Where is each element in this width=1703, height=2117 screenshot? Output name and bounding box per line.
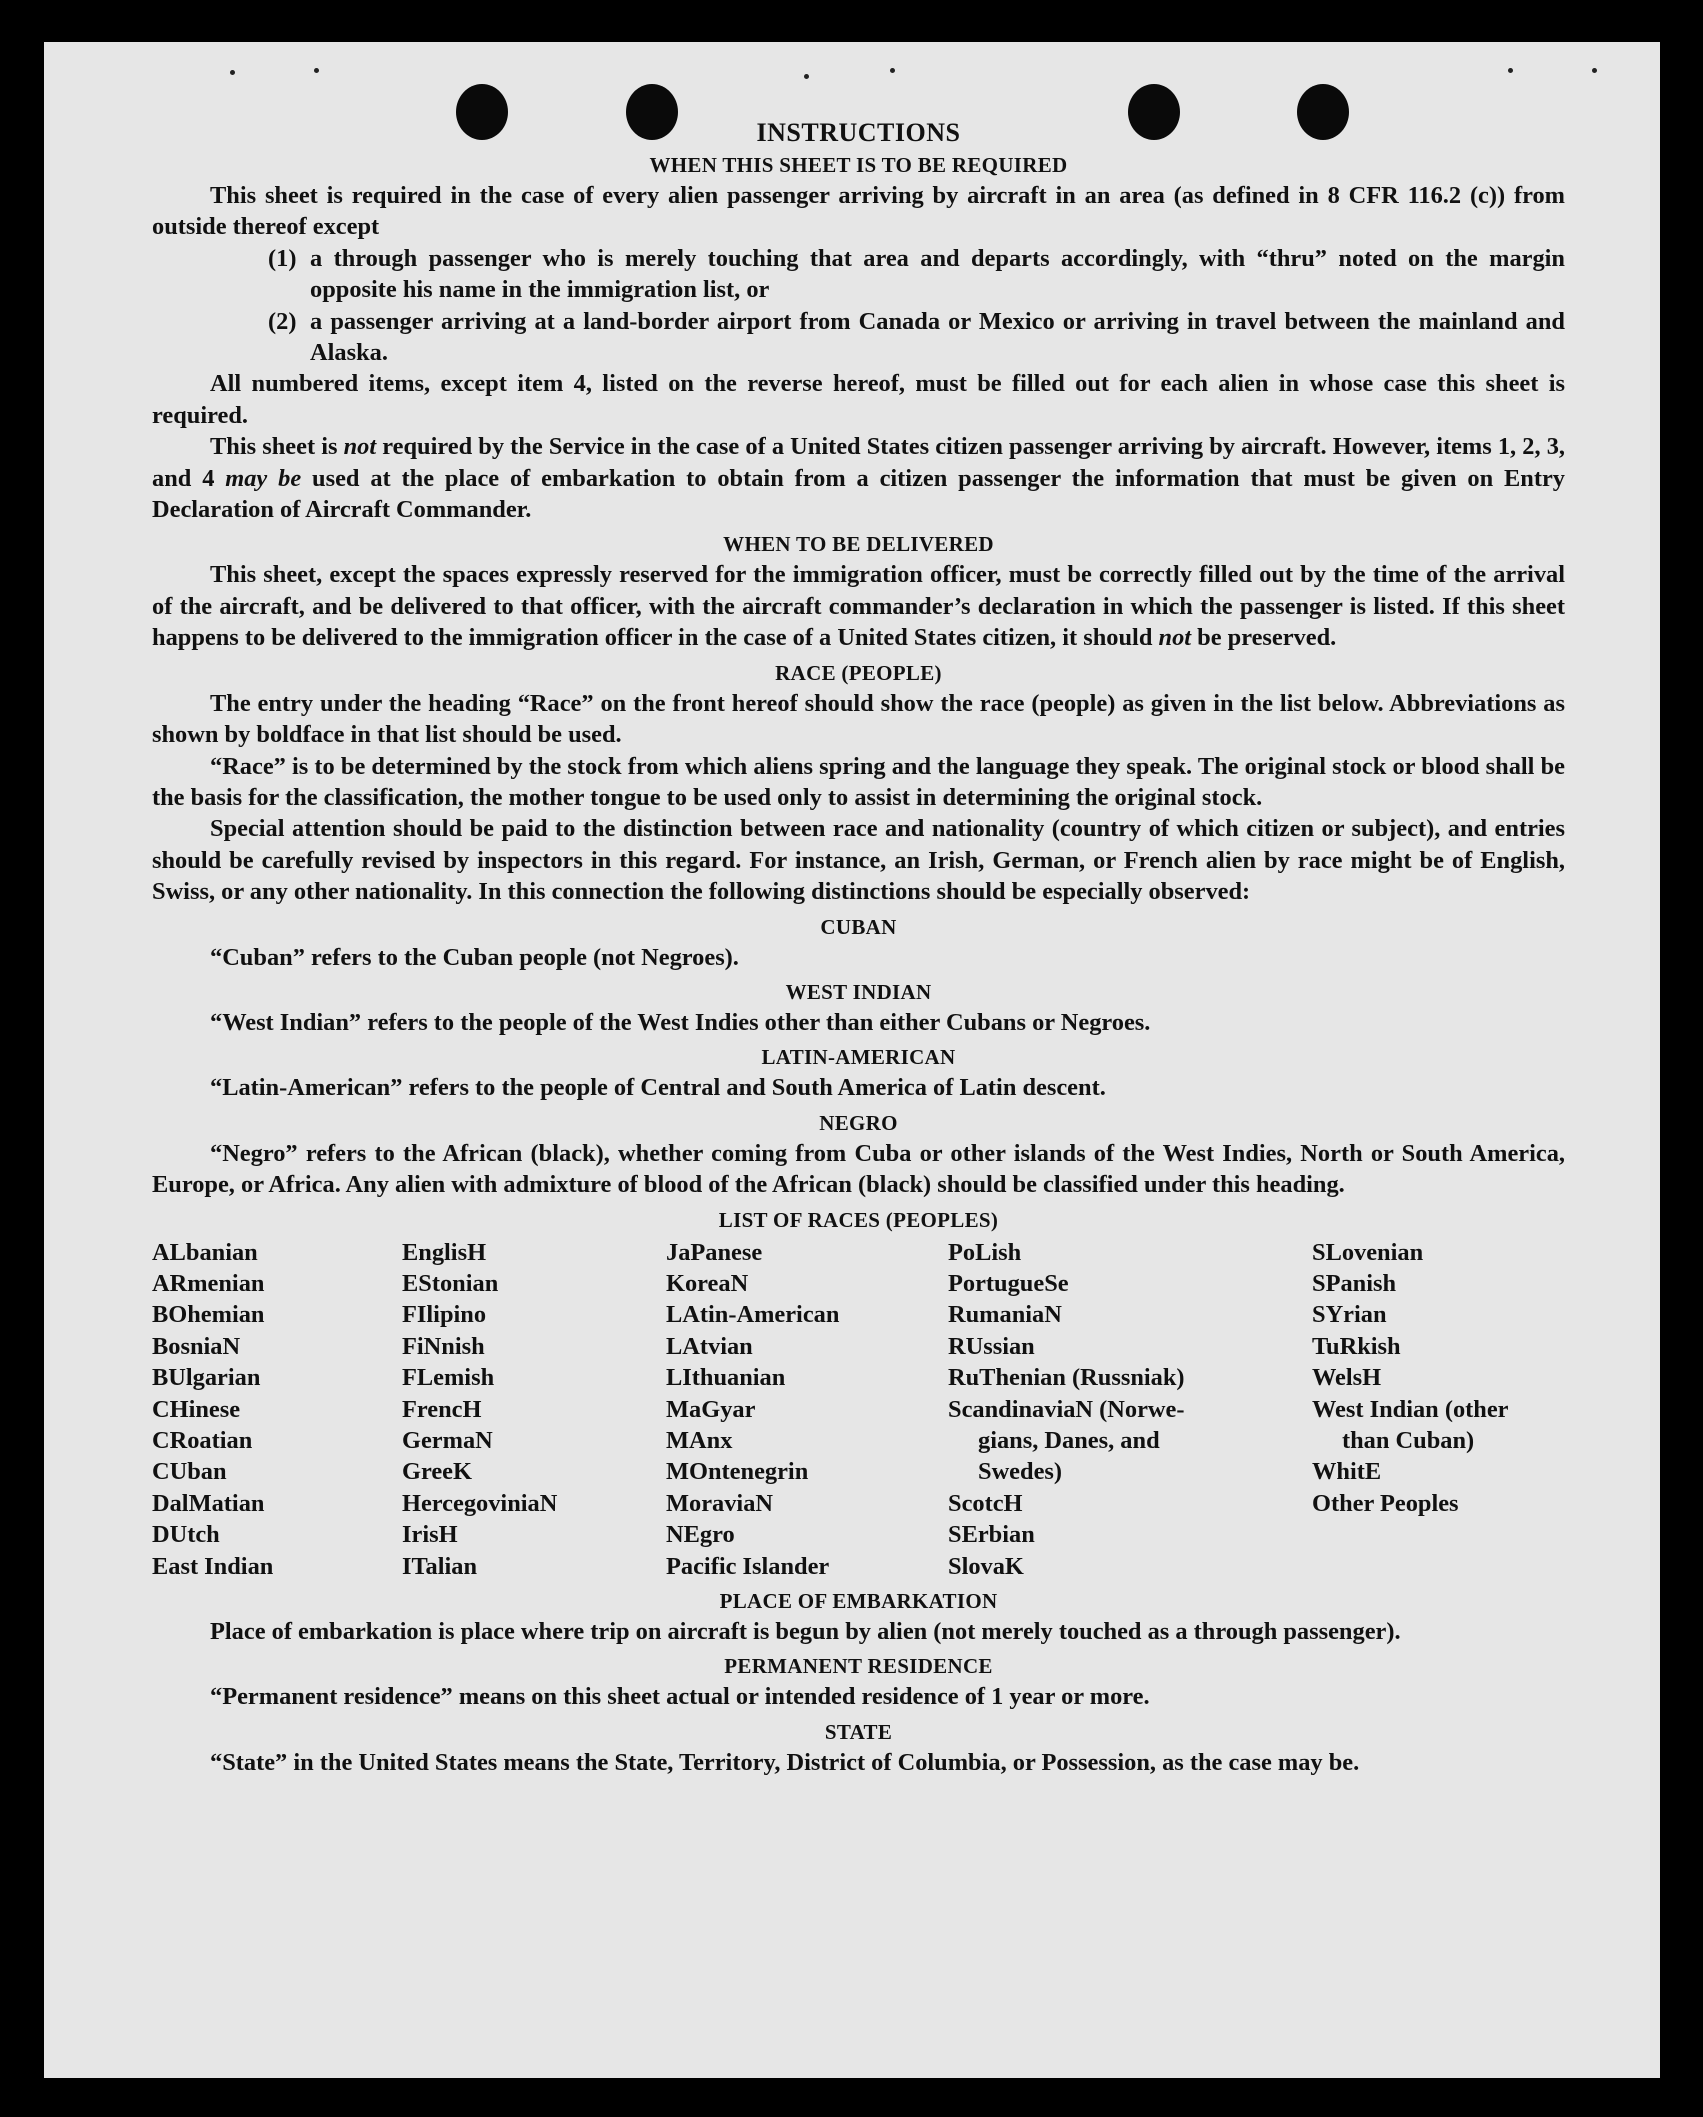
race-entry: LAtin-American — [666, 1301, 840, 1329]
race-column-2 — [402, 1237, 666, 1582]
text-run-italic: not — [1158, 624, 1192, 652]
paragraph: Place of embarkation is place where trip on aircraft is begun by alien (not merely touched as a through passenger). — [210, 1618, 1401, 1646]
race-entry: EStonian — [402, 1269, 499, 1297]
speck — [314, 68, 319, 73]
paragraph: All numbered items, except item 4, listed on the reverse hereof, must be filled out for each alien in whose case this sheet is required. — [152, 370, 1565, 429]
race-entry: JaPanese — [666, 1238, 763, 1266]
section-heading-delivered: WHEN TO BE DELIVERED — [723, 532, 994, 557]
race-entry: BUlgarian — [152, 1364, 261, 1392]
race-entry: KoreaN — [666, 1269, 749, 1297]
race-column-5 — [1312, 1237, 1565, 1582]
race-entry: WelsH — [1312, 1364, 1382, 1392]
race-entry: SlovaK — [948, 1552, 1024, 1580]
race-entry: SYrian — [1312, 1301, 1387, 1329]
item-text: a through passenger who is merely touching that area and departs accordingly, with “thru” noted on the margin opposite his name in the immigration list, or — [310, 244, 1565, 304]
race-entry: BOhemian — [152, 1301, 265, 1329]
speck — [230, 70, 235, 75]
paragraph: This sheet is required in the case of every alien passenger arriving by aircraft in an area (as defined in 8 CFR 116.2 (c)) from outside thereof except — [152, 182, 1565, 241]
race-entry: MaGyar — [666, 1395, 756, 1423]
section-heading-list-of-races: LIST OF RACES (PEOPLES) — [718, 1207, 999, 1232]
race-entry: LAtvian — [666, 1332, 753, 1360]
text-run-italic: may be — [225, 464, 302, 492]
paragraph: “West Indian” refers to the people of the West Indies other than either Cubans or Negroes. — [210, 1008, 1151, 1036]
item-text: a passenger arriving at a land-border airport from Canada or Mexico or arriving in travel between the mainland and Alaska. — [310, 307, 1565, 367]
race-entry: FiNnish — [402, 1332, 485, 1360]
item-number: (2) — [268, 307, 297, 335]
race-entry: GreeK — [402, 1458, 472, 1486]
race-entry: SLovenian — [1312, 1238, 1424, 1266]
speck — [1508, 68, 1513, 73]
paragraph: “Latin-American” refers to the people of Central and South America of Latin descent. — [210, 1074, 1106, 1102]
race-entry: East Indian — [152, 1552, 274, 1580]
race-entry: FrencH — [402, 1395, 482, 1423]
document-page — [44, 42, 1660, 2078]
list-item — [152, 306, 1565, 369]
section-heading-residence: PERMANENT RESIDENCE — [724, 1654, 993, 1679]
speck — [1592, 68, 1597, 73]
paragraph: “State” in the United States means the State, Territory, District of Columbia, or Possession, as the case may be. — [210, 1748, 1360, 1776]
race-entry: RuThenian (Russniak) — [948, 1364, 1185, 1392]
race-column-1 — [152, 1237, 402, 1582]
paragraph: “Negro” refers to the African (black), whether coming from Cuba or other islands of the West Indies, North or South America, Europe, or Africa. Any alien with admixture of blood of the African (black) should be classified under this heading. — [152, 1139, 1565, 1199]
speck — [890, 68, 895, 73]
race-entry: ALbanian — [152, 1238, 258, 1266]
race-entry: SErbian — [948, 1521, 1035, 1549]
race-entry: Other Peoples — [1312, 1489, 1459, 1517]
race-entry: RUssian — [948, 1332, 1035, 1360]
race-entry: gians, Danes, and — [978, 1427, 1160, 1454]
race-entry: WhitE — [1312, 1458, 1382, 1486]
race-entry: TuRkish — [1312, 1332, 1401, 1360]
race-entry: Pacific Islander — [666, 1552, 830, 1580]
section-heading-latin-american: LATIN-AMERICAN — [761, 1045, 956, 1070]
race-entry: RumaniaN — [948, 1301, 1062, 1329]
instructions-content — [152, 116, 1565, 1778]
item-number: (1) — [268, 244, 297, 272]
text-run: This sheet is — [210, 433, 344, 461]
text-run: used at the place of embarkation to obtain from a citizen passenger the information that must be given on Entry Declaration of Aircraft Commander. — [152, 464, 1566, 524]
race-entry: BosniaN — [152, 1332, 241, 1360]
race-entry: SPanish — [1312, 1269, 1397, 1297]
race-entry: MAnx — [666, 1427, 733, 1454]
race-entry: LIthuanian — [666, 1364, 786, 1392]
race-entry: West Indian (other — [1312, 1395, 1509, 1423]
race-entry: DUtch — [152, 1521, 220, 1549]
race-entry: NEgro — [666, 1521, 735, 1549]
section-heading-west-indian: WEST INDIAN — [785, 979, 932, 1004]
text-run: This sheet, except the spaces expressly reserved for the immigration officer, must be correctly filled out by the time of the arrival of the aircraft, and be delivered to that officer, with the aircraft commander’s declaration in which the passenger is listed. If this sheet happens to be delivered to the immigration officer in the case of a United States citizen, it should — [152, 561, 1565, 652]
race-column-4 — [948, 1237, 1312, 1582]
text-run-italic: not — [343, 433, 377, 461]
paragraph: “Race” is to be determined by the stock from which aliens spring and the language they speak. The original stock or blood shall be the basis for the classification, the mother tongue to be used only to assist in determining the original stock. — [152, 752, 1565, 811]
section-heading-negro: NEGRO — [819, 1110, 898, 1135]
race-entry: FLemish — [402, 1364, 495, 1392]
text-run: be preserved. — [1191, 624, 1337, 652]
paragraph: “Permanent residence” means on this sheet actual or intended residence of 1 year or more. — [210, 1683, 1150, 1711]
speck — [804, 74, 809, 79]
race-entry: CRoatian — [152, 1427, 253, 1454]
paragraph: Special attention should be paid to the distinction between race and nationality (country of which citizen or subject), and entries should be carefully revised by inspectors in this regard. For instance, an Irish, German, or French alien by race might be of English, Swiss, or any other nationality. In this connection the following distinctions should be especially observed: — [152, 815, 1565, 906]
race-entry: ARmenian — [152, 1269, 265, 1297]
paragraph: “Cuban” refers to the Cuban people (not Negroes). — [210, 943, 739, 971]
section-heading-required: WHEN THIS SHEET IS TO BE REQUIRED — [649, 153, 1068, 177]
race-entry: FIlipino — [402, 1301, 487, 1329]
race-entry: ScotcH — [948, 1489, 1023, 1517]
race-entry: MOntenegrin — [666, 1458, 809, 1486]
race-entry: GermaN — [402, 1427, 493, 1454]
race-entry: ScandinaviaN (Norwe- — [948, 1395, 1185, 1423]
section-heading-race: RACE (PEOPLE) — [775, 660, 942, 685]
race-entry: PortugueSe — [948, 1269, 1069, 1297]
race-column-3 — [666, 1237, 948, 1582]
race-entry: IrisH — [402, 1521, 458, 1549]
race-entry: CUban — [152, 1458, 227, 1486]
race-entry: ITalian — [402, 1552, 478, 1580]
race-list — [152, 1237, 1565, 1582]
list-item — [152, 243, 1565, 306]
page-title: INSTRUCTIONS — [756, 118, 961, 147]
race-entry: MoraviaN — [666, 1489, 774, 1517]
text-run: required by the Service in the case of a United States citizen passenger arriving by aircraft. However, items 1, 2, 3, and 4 — [152, 433, 1565, 492]
section-heading-embarkation: PLACE OF EMBARKATION — [719, 1589, 998, 1614]
paragraph: The entry under the heading “Race” on the front hereof should show the race (people) as given in the list below. Abbreviations as shown by boldface in that list should be used. — [152, 689, 1565, 749]
race-entry: EnglisH — [402, 1238, 487, 1266]
section-heading-cuban: CUBAN — [820, 914, 897, 939]
paragraph — [152, 559, 1565, 653]
race-entry: Swedes) — [978, 1458, 1063, 1486]
section-heading-state: STATE — [824, 1719, 893, 1744]
race-entry: CHinese — [152, 1395, 241, 1423]
race-entry: DalMatian — [152, 1489, 265, 1517]
paragraph — [152, 431, 1565, 525]
race-entry: PoLish — [948, 1238, 1022, 1266]
race-entry: HercegoviniaN — [402, 1489, 558, 1517]
race-entry: than Cuban) — [1342, 1427, 1475, 1454]
